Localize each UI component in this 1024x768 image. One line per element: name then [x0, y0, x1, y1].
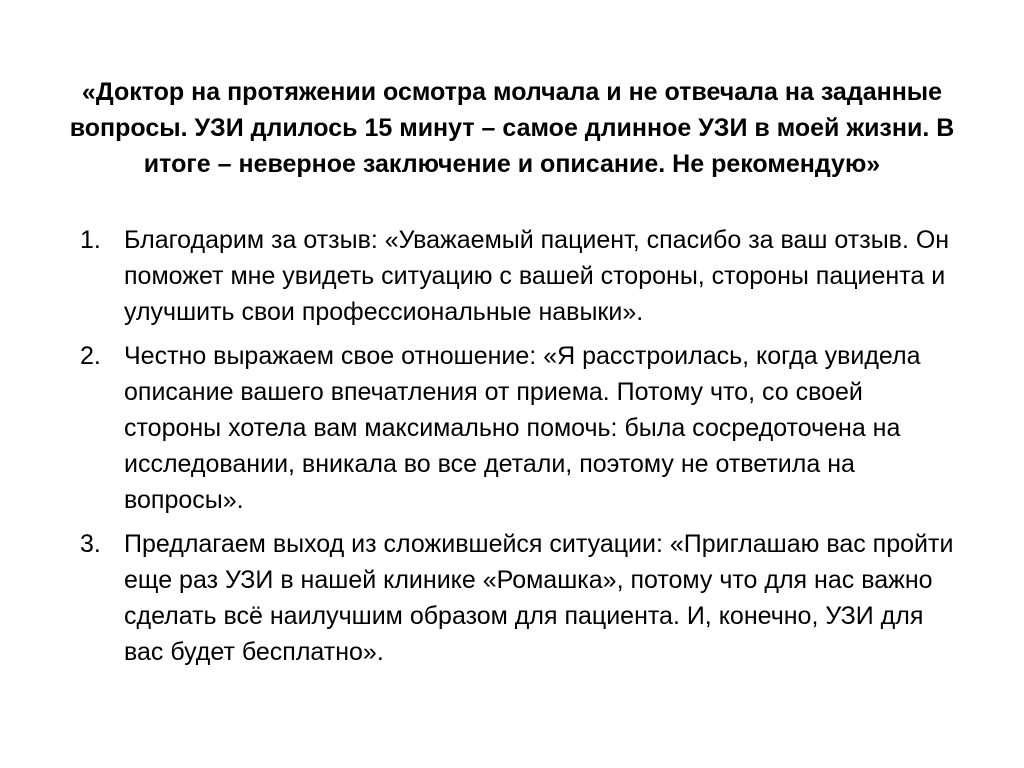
list-item-number: 3. [80, 530, 101, 558]
response-steps-list [0, 222, 1024, 678]
list-item [0, 222, 1024, 330]
list-item-text: Благодарим за отзыв: «Уважаемый пациент, спасибо за ваш отзыв. Он поможет мне увидеть ситуацию с вашей стороны, стороны пациента и улучшить свои профессиональные навыки». [124, 226, 950, 326]
list-item-text: Предлагаем выход из сложившейся ситуации: «Приглашаю вас пройти еще раз УЗИ в нашей клинике «Ромашка», потому что для нас важно сделать всё наилучшим образом для пациента. И, конечно, УЗИ для вас будет бесплатно». [124, 530, 954, 666]
list-item-number: 1. [80, 226, 101, 254]
review-quote: «Доктор на протяжении осмотра молчала и не отвечала на заданные вопросы. УЗИ длилось 15 минут – самое длинное УЗИ в моей жизни. В итоге – неверное заключение и описание. Не рекомендую» [69, 78, 955, 178]
list-item-number: 2. [80, 342, 101, 370]
list-item [0, 526, 1024, 670]
list-item-text: Честно выражаем свое отношение: «Я расстроилась, когда увидела описание вашего впечатления от приема. Потому что, со своей стороны хотела вам максимально помочь: была сосредоточена на исследовании, вникала во все детали, поэтому не ответила на вопросы». [124, 342, 921, 514]
list-item [0, 338, 1024, 518]
